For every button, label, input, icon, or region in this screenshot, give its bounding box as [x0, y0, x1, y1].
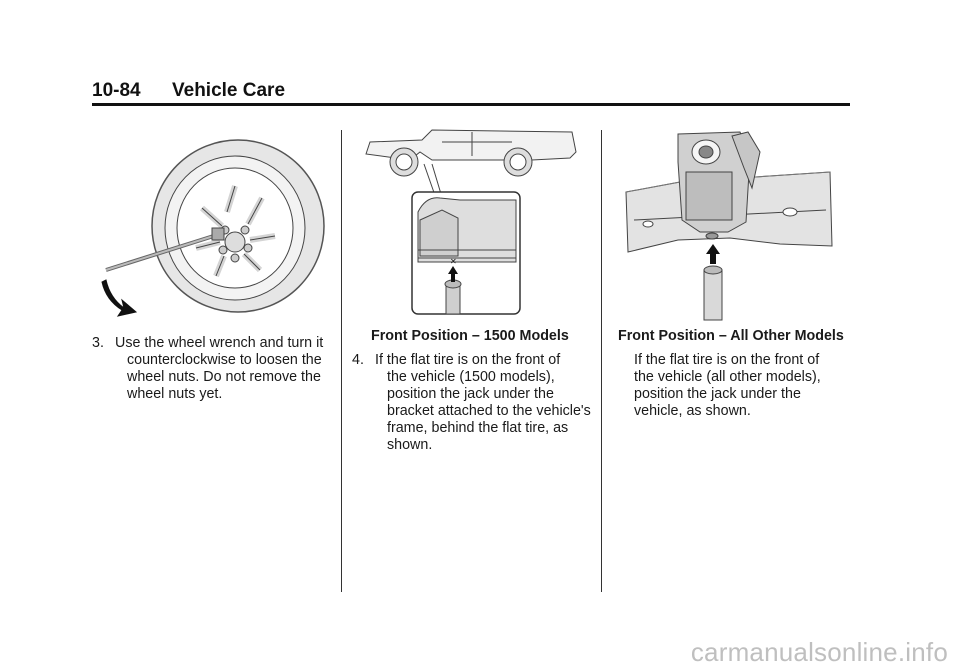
step-line: position the jack under the — [387, 386, 554, 402]
column-divider-2 — [601, 130, 602, 592]
step-body — [107, 335, 332, 403]
section-title: Vehicle Care — [172, 80, 286, 101]
step-3 — [92, 335, 332, 403]
step-number: 3. — [92, 335, 104, 351]
svg-text:✕: ✕ — [450, 257, 457, 266]
step-body — [367, 352, 592, 454]
wheel-wrench-illustration — [92, 130, 332, 320]
step-line: shown. — [387, 437, 433, 453]
step-line: bracket attached to the vehicle's — [387, 403, 591, 419]
front-position-other-illustration — [620, 128, 842, 320]
column-divider-1 — [341, 130, 342, 592]
step-line: wheel nuts. Do not remove the — [127, 369, 321, 385]
step-line: frame, behind the flat tire, as — [387, 420, 569, 436]
paragraph-line: vehicle, as shown. — [634, 403, 751, 419]
paragraph-line: the vehicle (all other models), — [634, 369, 821, 385]
paragraph-line: If the flat tire is on the front of — [634, 352, 820, 368]
step-4 — [352, 352, 592, 454]
paragraph-line: position the jack under the — [634, 386, 801, 402]
front-position-1500-illustration — [362, 126, 587, 318]
step-line: Use the wheel wrench and turn it — [115, 335, 324, 351]
step-line: counterclockwise to loosen the — [127, 352, 322, 368]
figure-caption-other: Front Position – All Other Models — [618, 328, 844, 344]
step-line: the vehicle (1500 models), — [387, 369, 555, 385]
paragraph — [634, 352, 844, 420]
header-rule — [92, 103, 850, 106]
watermark: carmanualsonline.info — [690, 637, 948, 667]
step-line: wheel nuts yet. — [127, 386, 223, 402]
page-number: 10-84 — [92, 80, 141, 101]
step-line: If the flat tire is on the front of — [375, 352, 561, 368]
step-number: 4. — [352, 352, 364, 368]
figure-caption-1500: Front Position – 1500 Models — [371, 328, 569, 344]
